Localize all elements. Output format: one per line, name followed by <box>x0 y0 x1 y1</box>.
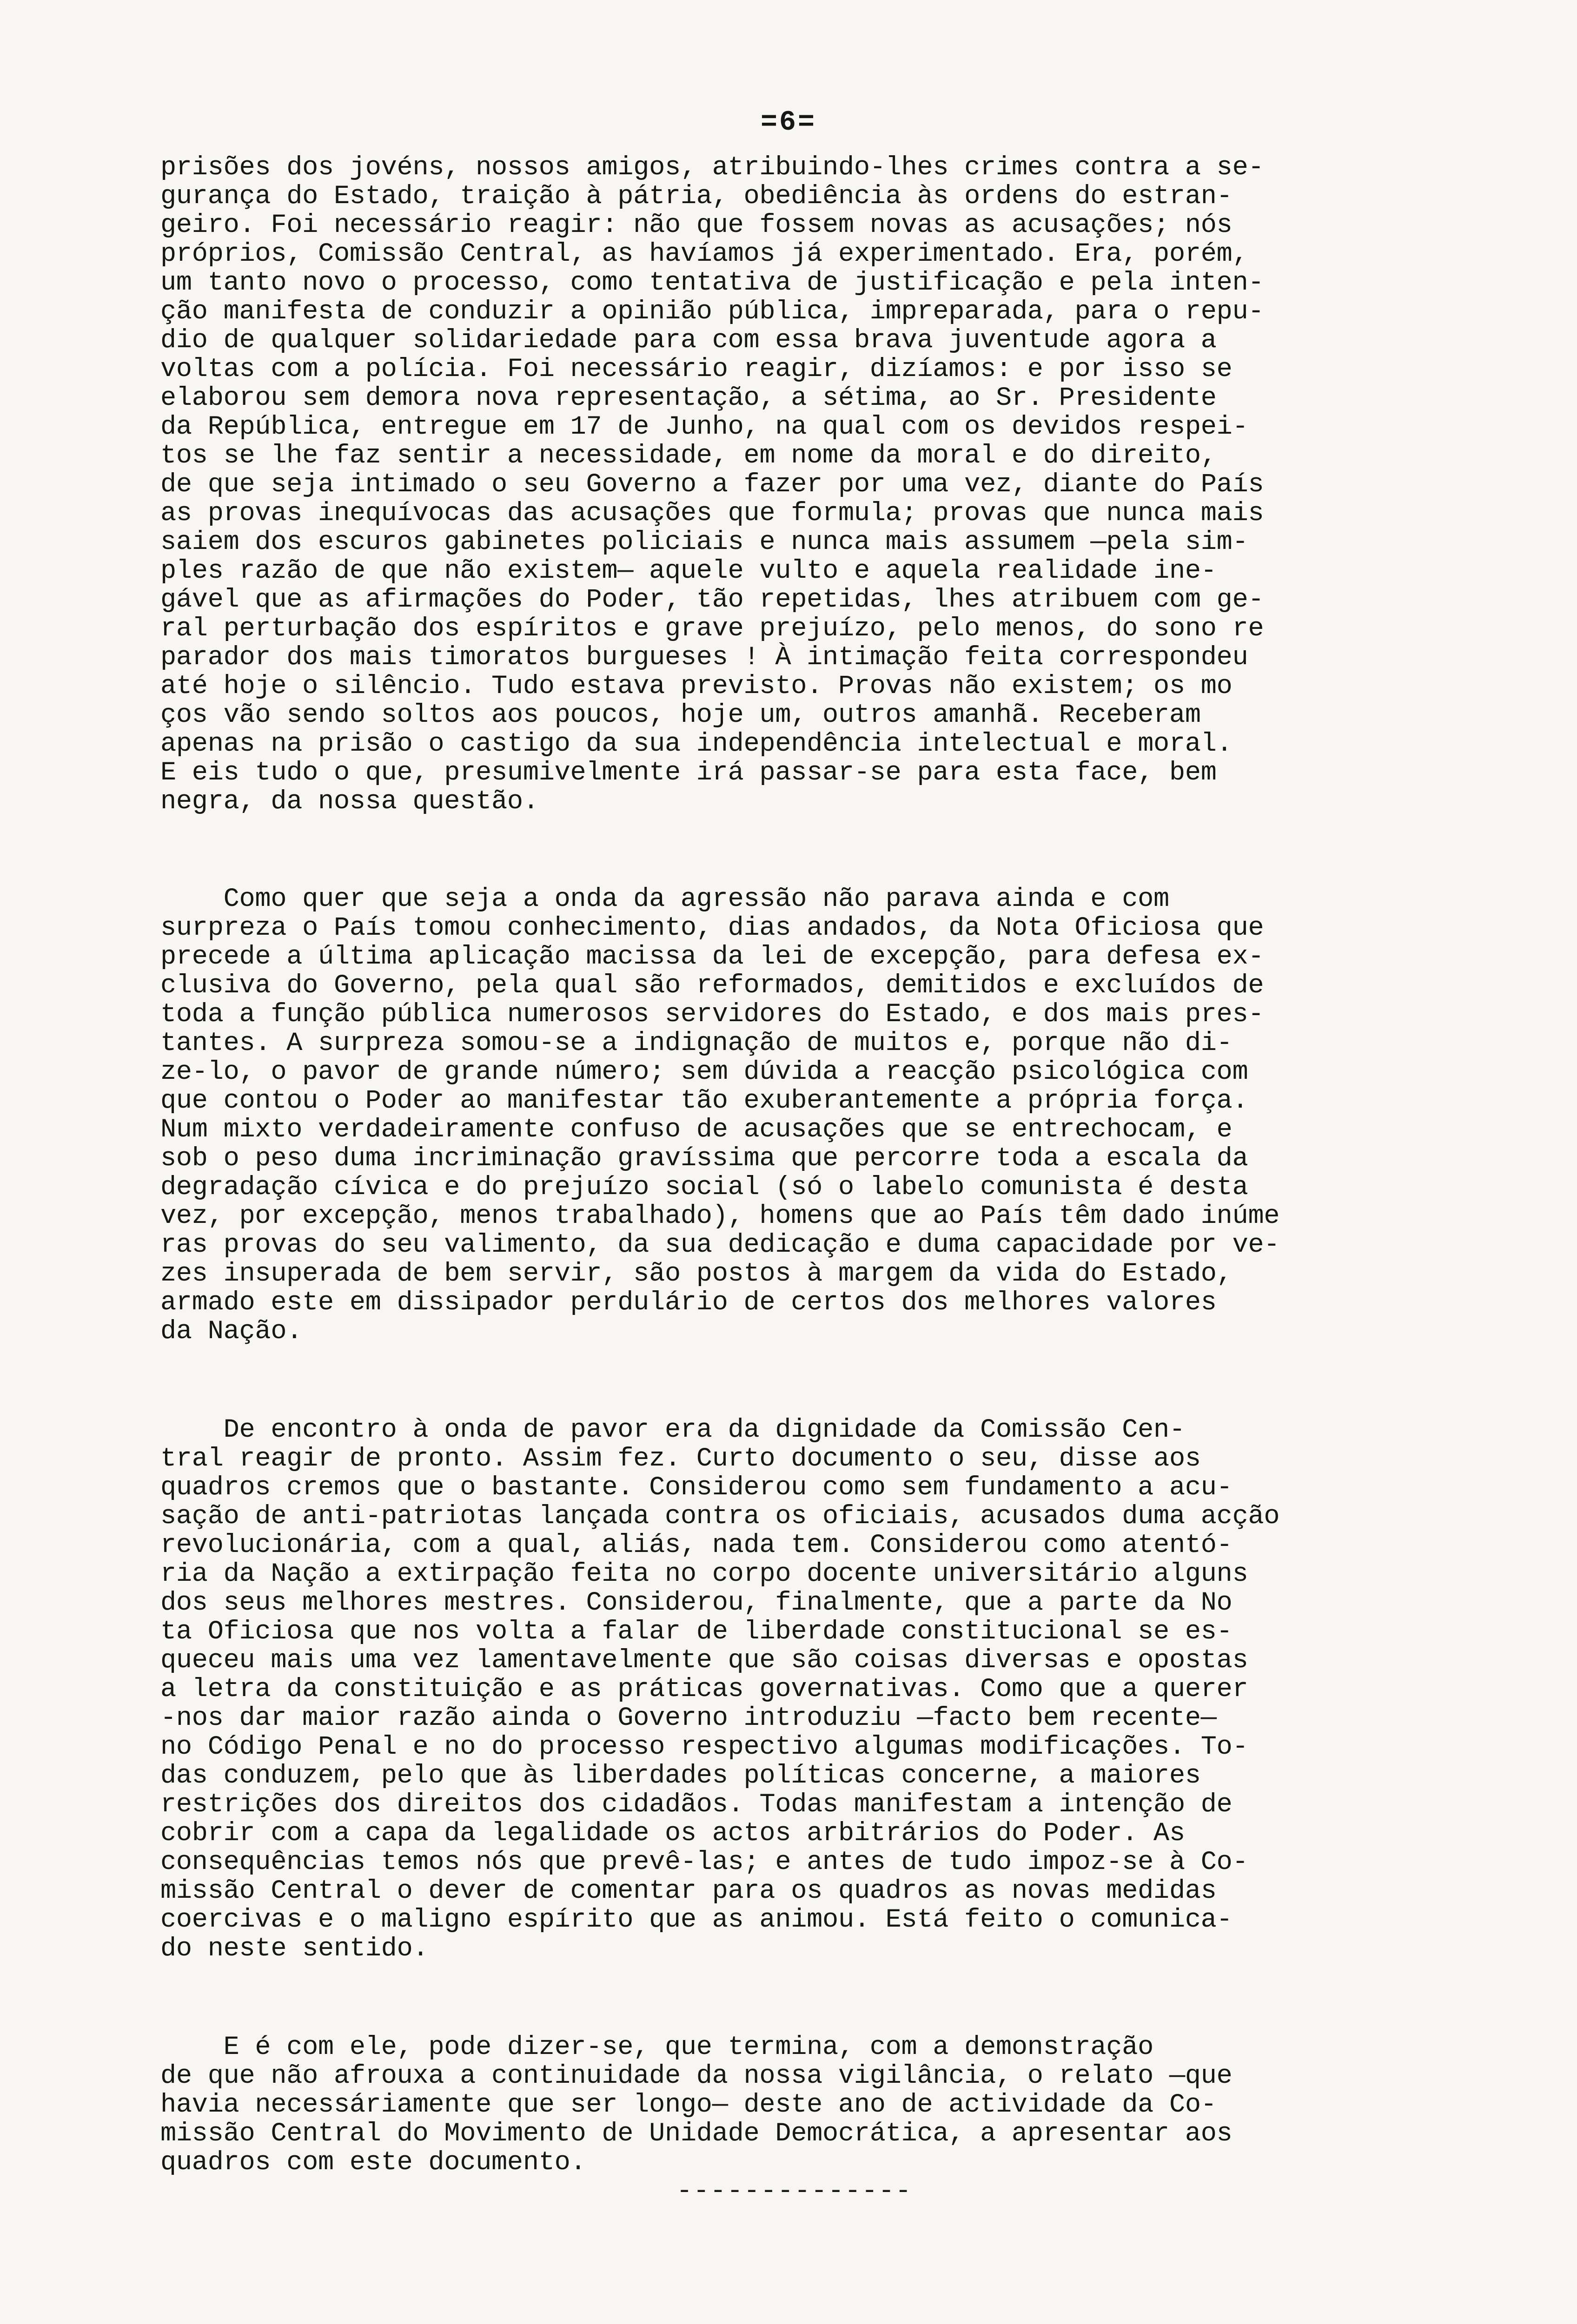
text-line: dio de qualquer solidariedade para com essa brava juventude agora a <box>160 326 1217 356</box>
text-line: as provas inequívocas das acusações que formula; provas que nunca mais <box>160 499 1264 528</box>
text-line: Num mixto verdadeiramente confuso de acusações que se entrechocam, e <box>160 1115 1232 1145</box>
text-line: voltas com a polícia. Foi necessário reagir, dizíamos: e por isso se <box>160 355 1232 384</box>
text-line: zes insuperada de bem servir, são postos à margem da vida do Estado, <box>160 1259 1232 1289</box>
text-line: missão Central do Movimento de Unidade Democrática, a apresentar aos <box>160 2119 1232 2149</box>
text-line: um tanto novo o processo, como tentativa de justificação e pela inten- <box>160 268 1264 298</box>
text-line: coercivas e o maligno espírito que as animou. Está feito o comunica- <box>160 1905 1232 1935</box>
text-line: negra, da nossa questão. <box>160 787 539 817</box>
text-line: precede a última aplicação macissa da lei de excepção, para defesa ex- <box>160 942 1264 972</box>
text-line: toda a função pública numerosos servidores do Estado, e dos mais pres- <box>160 1000 1264 1030</box>
text-line: das conduzem, pelo que às liberdades políticas concerne, a maiores <box>160 1761 1201 1791</box>
text-line: tantes. A surpreza somou-se a indignação de muitos e, porque não di- <box>160 1029 1232 1058</box>
text-line: parador dos mais timoratos burgueses ! À intimação feita correspondeu <box>160 643 1248 673</box>
text-line: surpreza o País tomou conhecimento, dias andados, da Nota Oficiosa que <box>160 913 1264 943</box>
text-line: até hoje o silêncio. Tudo estava previsto. Provas não existem; os mo <box>160 672 1232 701</box>
text-line: que contou o Poder ao manifestar tão exuberantemente a própria força. <box>160 1086 1248 1116</box>
text-line: sob o peso duma incriminação gravíssima que percorre toda a escala da <box>160 1144 1248 1174</box>
text-line: tral reagir de pronto. Assim fez. Curto documento o seu, disse aos <box>160 1444 1201 1474</box>
paragraph-2 <box>160 885 1462 1346</box>
text-line: restrições dos direitos dos cidadãos. Todas manifestam a intenção de <box>160 1790 1232 1820</box>
text-line: gurança do Estado, traição à pátria, obediência às ordens do estran- <box>160 182 1232 211</box>
text-line: ze-lo, o pavor de grande número; sem dúvida a reacção psicológica com <box>160 1057 1248 1087</box>
text-line: queceu mais uma vez lamentavelmente que são coisas diversas e opostas <box>160 1646 1248 1676</box>
paragraph-3 <box>160 1416 1462 1963</box>
text-line: quadros cremos que o bastante. Considerou como sem fundamento a acu- <box>160 1473 1232 1503</box>
text-line: saiem dos escuros gabinetes policiais e nunca mais assumem —pela sim- <box>160 528 1248 557</box>
text-line: ria da Nação a extirpação feita no corpo docente universitário alguns <box>160 1559 1248 1589</box>
text-line: De encontro à onda de pavor era da dignidade da Comissão Cen- <box>160 1415 1185 1445</box>
text-line: quadros com este documento. <box>160 2148 586 2178</box>
text-line: sação de anti-patriotas lançada contra os oficiais, acusados duma acção <box>160 1502 1280 1532</box>
text-line: gável que as afirmações do Poder, tão repetidas, lhes atribuem com ge- <box>160 585 1264 615</box>
text-line: ta Oficiosa que nos volta a falar de liberdade constitucional se es- <box>160 1617 1232 1647</box>
page-number: =6= <box>760 107 817 139</box>
text-line: ços vão sendo soltos aos poucos, hoje um, outros amanhã. Receberam <box>160 700 1201 730</box>
text-line: cobrir com a capa da legalidade os actos arbitrários do Poder. As <box>160 1819 1185 1849</box>
text-line: dos seus melhores mestres. Considerou, finalmente, que a parte da No <box>160 1588 1232 1618</box>
text-line: vez, por excepção, menos trabalhado), homens que ao País têm dado inúme <box>160 1202 1280 1231</box>
text-line: havia necessáriamente que ser longo— deste ano de actividade da Co- <box>160 2090 1217 2120</box>
text-line: prisões dos jovéns, nossos amigos, atribuindo-lhes crimes contra a se- <box>160 153 1264 183</box>
text-line: próprios, Comissão Central, as havíamos já experimentado. Era, porém, <box>160 239 1248 269</box>
text-line: ral perturbação dos espíritos e grave prejuízo, pelo menos, do sono re <box>160 614 1264 644</box>
text-line: degradação cívica e do prejuízo social (só o labelo comunista é desta <box>160 1173 1248 1202</box>
text-line: armado este em dissipador perdulário de certos dos melhores valores <box>160 1288 1217 1318</box>
paragraph-1 <box>160 153 1462 816</box>
text-line: ples razão de que não existem— aquele vulto e aquela realidade ine- <box>160 556 1217 586</box>
text-line: do neste sentido. <box>160 1934 429 1964</box>
text-line: a letra da constituição e as práticas governativas. Como que a querer <box>160 1675 1248 1704</box>
text-line: E é com ele, pode dizer-se, que termina, com a demonstração <box>160 2033 1154 2062</box>
text-line: no Código Penal e no do processo respectivo algumas modificações. To- <box>160 1732 1248 1762</box>
end-rule: -------------- <box>676 2177 912 2206</box>
text-line: de que seja intimado o seu Governo a fazer por uma vez, diante do País <box>160 470 1264 500</box>
text-line: consequências temos nós que prevê-las; e antes de tudo impoz-se à Co- <box>160 1848 1248 1877</box>
text-line: revolucionária, com a qual, aliás, nada tem. Considerou como atentó- <box>160 1531 1232 1560</box>
text-line: ras provas do seu valimento, da sua dedicação e duma capacidade por ve- <box>160 1230 1280 1260</box>
text-line: elaborou sem demora nova representação, a sétima, ao Sr. Presidente <box>160 383 1217 413</box>
body-text <box>160 153 1462 2206</box>
text-line: geiro. Foi necessário reagir: não que fossem novas as acusações; nós <box>160 211 1232 240</box>
text-line: -nos dar maior razão ainda o Governo introduziu —facto bem recente— <box>160 1703 1217 1733</box>
text-line: missão Central o dever de comentar para os quadros as novas medidas <box>160 1876 1217 1906</box>
text-line: clusiva do Governo, pela qual são reformados, demitidos e excluídos de <box>160 971 1264 1001</box>
text-line: ção manifesta de conduzir a opinião pública, impreparada, para o repu- <box>160 297 1264 327</box>
text-line: da República, entregue em 17 de Junho, na qual com os devidos respei- <box>160 412 1248 442</box>
text-line: Como quer que seja a onda da agressão não parava ainda e com <box>160 885 1169 914</box>
paragraph-4 <box>160 2033 1462 2177</box>
text-line: da Nação. <box>160 1317 303 1347</box>
text-line: apenas na prisão o castigo da sua independência intelectual e moral. <box>160 729 1232 759</box>
text-line: tos se lhe faz sentir a necessidade, em nome da moral e do direito, <box>160 441 1217 471</box>
text-line: E eis tudo o que, presumivelmente irá passar-se para esta face, bem <box>160 758 1217 788</box>
text-line: de que não afrouxa a continuidade da nossa vigilância, o relato —que <box>160 2061 1232 2091</box>
